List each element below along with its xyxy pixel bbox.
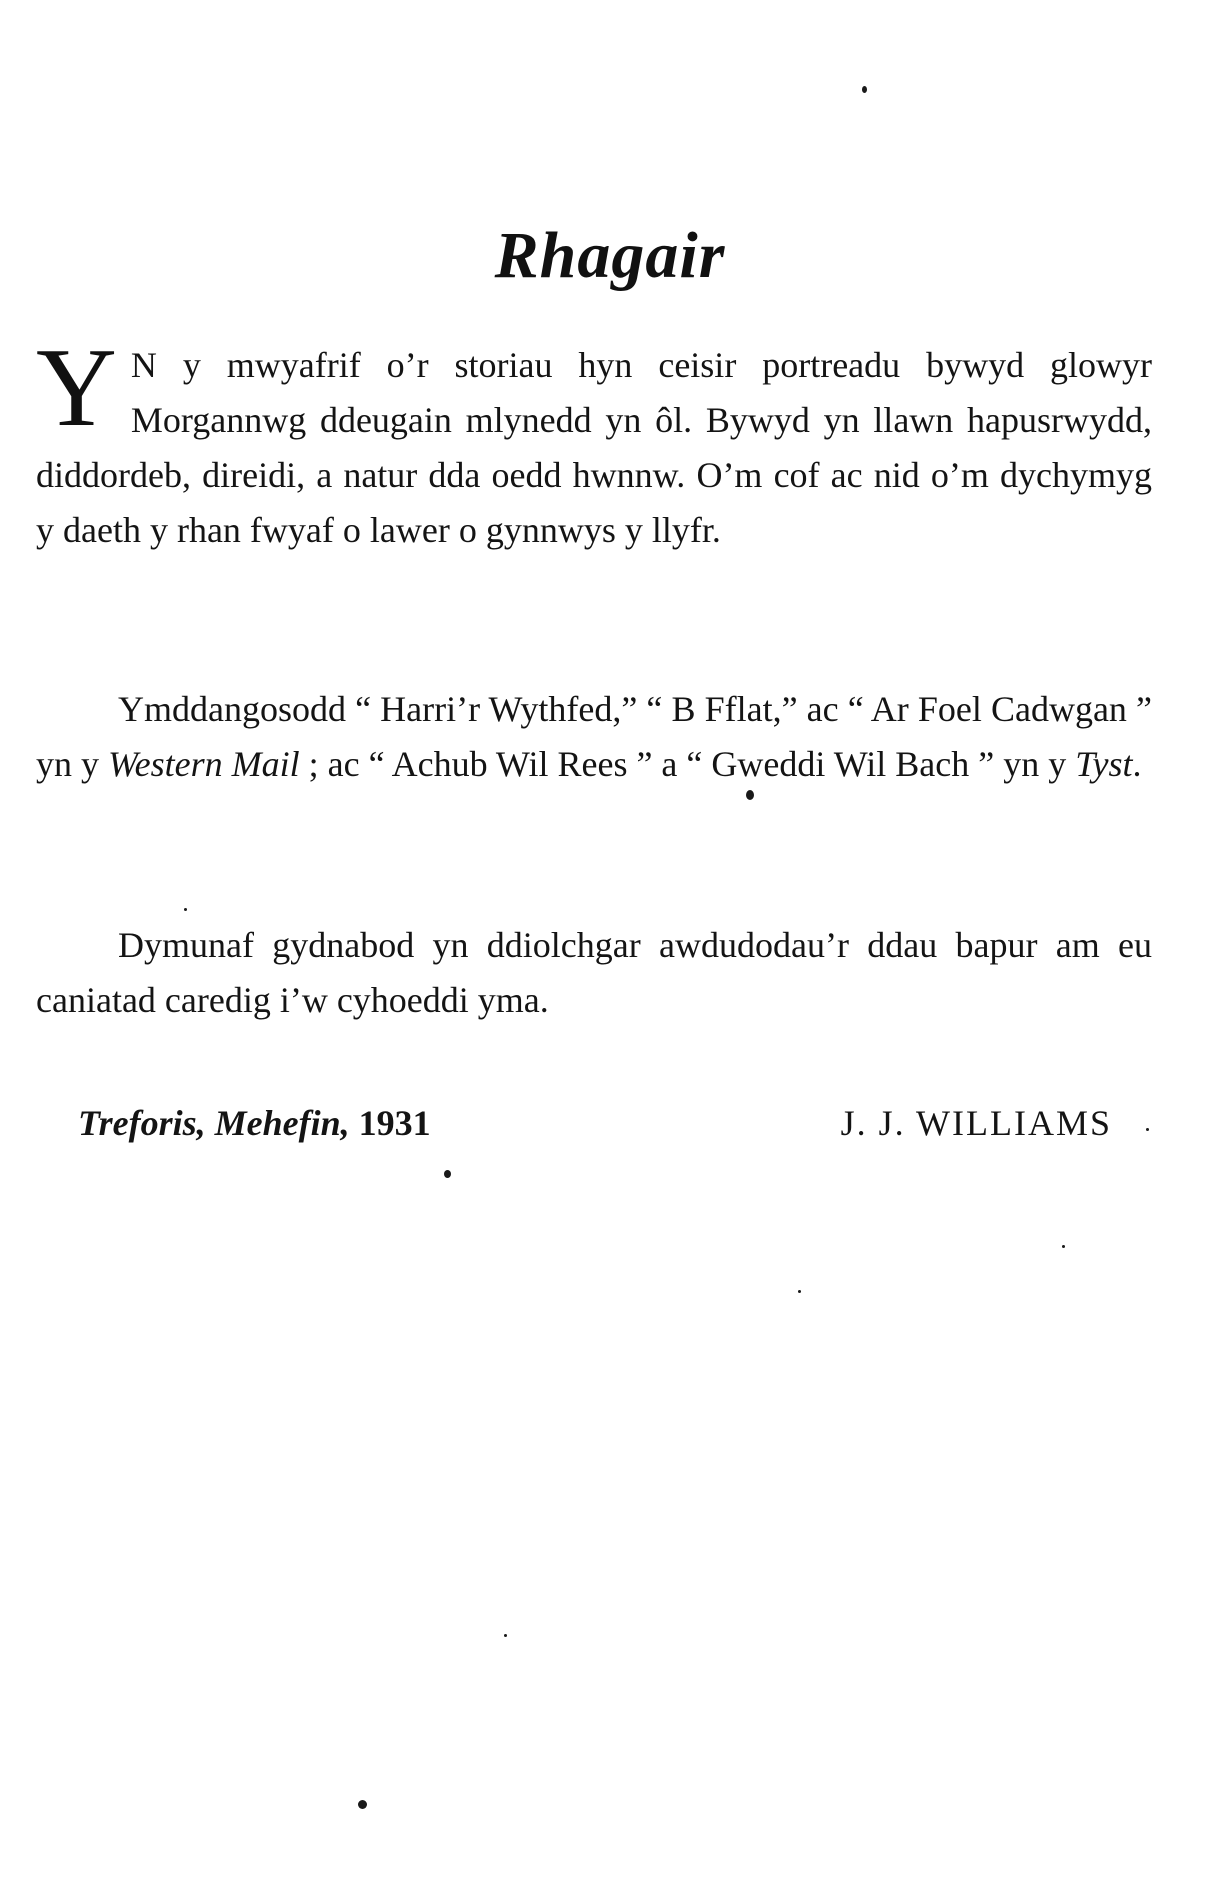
paragraph-2-part2: ; ac “ Achub Wil Rees ” a “ Gweddi Wil Bach ” yn y: [299, 744, 1076, 784]
paragraph-2: [36, 682, 1152, 792]
paragraph-2-part1: Ymddangosodd “ Harri’r Wythfed,” “ B Fflat,” ac “ Ar Foel Cadwgan ” yn y: [36, 689, 1152, 784]
scan-speck: [798, 1290, 801, 1293]
scan-speck: [184, 908, 187, 911]
signature-line: [78, 1102, 1112, 1152]
scan-speck: [1062, 1245, 1065, 1248]
scan-speck: [504, 1634, 507, 1637]
publication-tyst: Tyst: [1075, 744, 1133, 784]
place-month: Treforis, Mehefin,: [78, 1103, 350, 1143]
scan-speck: [746, 790, 754, 800]
page-title: Rhagair: [494, 219, 726, 292]
scan-speck: [444, 1170, 451, 1178]
paragraph-2-part3: .: [1132, 744, 1142, 784]
year: 1931: [358, 1103, 431, 1143]
drop-cap: Y: [36, 326, 117, 450]
scan-speck: [862, 86, 867, 93]
scan-speck: [358, 1800, 367, 1809]
paragraph-3: Dymunaf gydnabod yn ddiolchgar awdudodau’r ddau bapur am eu caniatad caredig i’w cyhoeddi yma.: [36, 925, 1152, 1020]
place-date: [78, 1102, 431, 1144]
paragraph-1: [36, 326, 1152, 558]
author-name: J. J. WILLIAMS: [840, 1103, 1112, 1143]
scan-speck: [1146, 1128, 1149, 1131]
paragraph-1-text: N y mwyafrif o’r storiau hyn ceisir portreadu bywyd glowyr Morgannwg ddeugain mlynedd yn ôl. Bywyd yn llawn hapusrwydd, diddordeb, direidi, a natur dda oedd hwnnw. O’m cof ac nid o’m dychymyg y daeth y rhan fwyaf o lawer o gynnwys y llyfr.: [36, 345, 1152, 550]
publication-western-mail: Western Mail: [108, 744, 300, 784]
